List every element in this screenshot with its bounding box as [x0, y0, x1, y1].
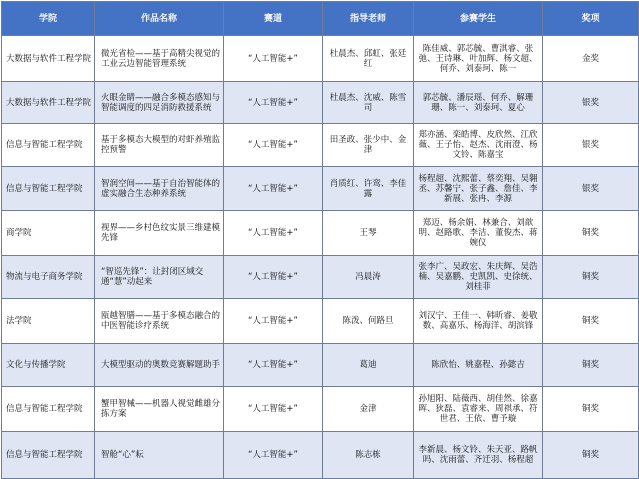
table-header-row — [2, 2, 639, 36]
cell-work-title: 视界——乡村色纹实景三维建模先锋 — [95, 211, 224, 256]
cell-students: 郭芯毓、潘辰瑶、何乔、解珊珊、陈一、刘泰珂、夏心 — [414, 82, 543, 124]
cell-work-title: 蟹甲智械——机器人视觉雌雄分拣方案 — [95, 387, 224, 432]
cell-track: “人工智能+” — [224, 256, 323, 299]
cell-college: 商学院 — [2, 211, 95, 256]
cell-track: “人工智能+” — [224, 387, 323, 432]
cell-advisor: 金津 — [323, 387, 414, 432]
header-award: 奖项 — [543, 2, 639, 36]
cell-college: 文化与传播学院 — [2, 344, 95, 387]
cell-work-title: 大模型驱动的奥数竞赛解题助手 — [95, 344, 224, 387]
cell-award: 铜奖 — [543, 387, 639, 432]
cell-award: 银奖 — [543, 167, 639, 211]
cell-students: 张李广、吴政宏、朱庆辉、吴浩楠、吴嘉鹏、史凯凯、史徐统、刘桂菲 — [414, 256, 543, 299]
cell-work-title: 智舱“心”耘 — [95, 432, 224, 479]
cell-advisor: 冯晨涛 — [323, 256, 414, 299]
header-advisor: 指导老师 — [323, 2, 414, 36]
cell-students: 郑亦涵、栾皓博、皮欣然、江欣薇、王子怡、赵杰、沈雨澄、杨文铃、陈嘉宝 — [414, 124, 543, 167]
results-table-container — [1, 1, 638, 477]
cell-track: “人工智能+” — [224, 36, 323, 82]
cell-advisor: 陈泼、何路旦 — [323, 299, 414, 344]
cell-students: 李新晨、杨文铃、朱天亚、路帆吗、沈雨蕾、齐迁羽、杨程超 — [414, 432, 543, 479]
table-row — [2, 344, 639, 387]
table-row — [2, 387, 639, 432]
cell-students: 陈佳威、郭芯毓、曹淇睿、张弛、王诗琳、叶加辉、杨文超、何乔、刘泰珂、陈一 — [414, 36, 543, 82]
cell-college: 信息与智能工程学院 — [2, 432, 95, 479]
header-track: 赛道 — [224, 2, 323, 36]
cell-college: 大数据与软件工程学院 — [2, 36, 95, 82]
header-students: 参赛学生 — [414, 2, 543, 36]
cell-students: 陈欣怡、姚嘉程、孙懿吉 — [414, 344, 543, 387]
table-row — [2, 432, 639, 479]
cell-students: 刘汉宁、王佳一、韩昕睿、姜敬数、高嘉乐、杨海洋、胡滨锋 — [414, 299, 543, 344]
table-row — [2, 124, 639, 167]
cell-college: 信息与智能工程学院 — [2, 124, 95, 167]
cell-advisor: 王琴 — [323, 211, 414, 256]
cell-advisor: 杜晨杰、沈威、陈雪司 — [323, 82, 414, 124]
cell-track: “人工智能+” — [224, 82, 323, 124]
cell-track: “人工智能+” — [224, 299, 323, 344]
table-row — [2, 211, 639, 256]
cell-award: 铜奖 — [543, 211, 639, 256]
cell-students: 杨程超、沈熙蕾、蔡奕翔、吴翱丞、苏馨宁、张子鑫、詹佳、李新展、张冉、李源 — [414, 167, 543, 211]
cell-award: 金奖 — [543, 36, 639, 82]
cell-advisor: 葛迪 — [323, 344, 414, 387]
cell-track: “人工智能+” — [224, 344, 323, 387]
award-results-table — [1, 1, 639, 479]
cell-college: 物流与电子商务学院 — [2, 256, 95, 299]
cell-students: 郑迈、杨余娟、林兼合、刘歆明、赵路歌、李洁、董俊杰、蒋婉仪 — [414, 211, 543, 256]
cell-track: “人工智能+” — [224, 124, 323, 167]
table-row — [2, 82, 639, 124]
cell-award: 铜奖 — [543, 299, 639, 344]
cell-work-title: 瓯越智膳——基于多模态融合的中医智能诊疗系统 — [95, 299, 224, 344]
table-row — [2, 299, 639, 344]
header-work-title: 作品名称 — [95, 2, 224, 36]
cell-track: “人工智能+” — [224, 432, 323, 479]
cell-advisor: 肖质红、许鸾、李佳露 — [323, 167, 414, 211]
table-row — [2, 167, 639, 211]
cell-work-title: “智巡先锋”：让封闭区域交通“慧”动起来 — [95, 256, 224, 299]
cell-award: 铜奖 — [543, 344, 639, 387]
header-college: 学院 — [2, 2, 95, 36]
cell-award: 银奖 — [543, 82, 639, 124]
cell-college: 信息与智能工程学院 — [2, 167, 95, 211]
cell-award: 铜奖 — [543, 256, 639, 299]
cell-work-title: 火眼金睛——融合多模态感知与智能调度的四足消防救援系统 — [95, 82, 224, 124]
table-row — [2, 256, 639, 299]
cell-work-title: 基于多模态大模型的对虾养殖监控预警 — [95, 124, 224, 167]
cell-work-title: 微光省检——基于高精尖视觉的工业云边智能管理系统 — [95, 36, 224, 82]
cell-advisor: 田圣政、张少中、金津 — [323, 124, 414, 167]
cell-track: “人工智能+” — [224, 211, 323, 256]
cell-students: 孙旭阳、陆薇西、胡佳然、徐嘉晖、狄磊、袁睿来、周祺承、符世君、王依、曹予璇 — [414, 387, 543, 432]
table-row — [2, 36, 639, 82]
cell-work-title: 智润空间——基于自治智能体的虚实融合生态种养系统 — [95, 167, 224, 211]
cell-award: 银奖 — [543, 124, 639, 167]
cell-college: 法学院 — [2, 299, 95, 344]
cell-advisor: 杜晨杰、邱虹、张廷红 — [323, 36, 414, 82]
cell-track: “人工智能+” — [224, 167, 323, 211]
cell-college: 大数据与软件工程学院 — [2, 82, 95, 124]
cell-college: 信息与智能工程学院 — [2, 387, 95, 432]
cell-advisor: 陈志栋 — [323, 432, 414, 479]
cell-award: 铜奖 — [543, 432, 639, 479]
